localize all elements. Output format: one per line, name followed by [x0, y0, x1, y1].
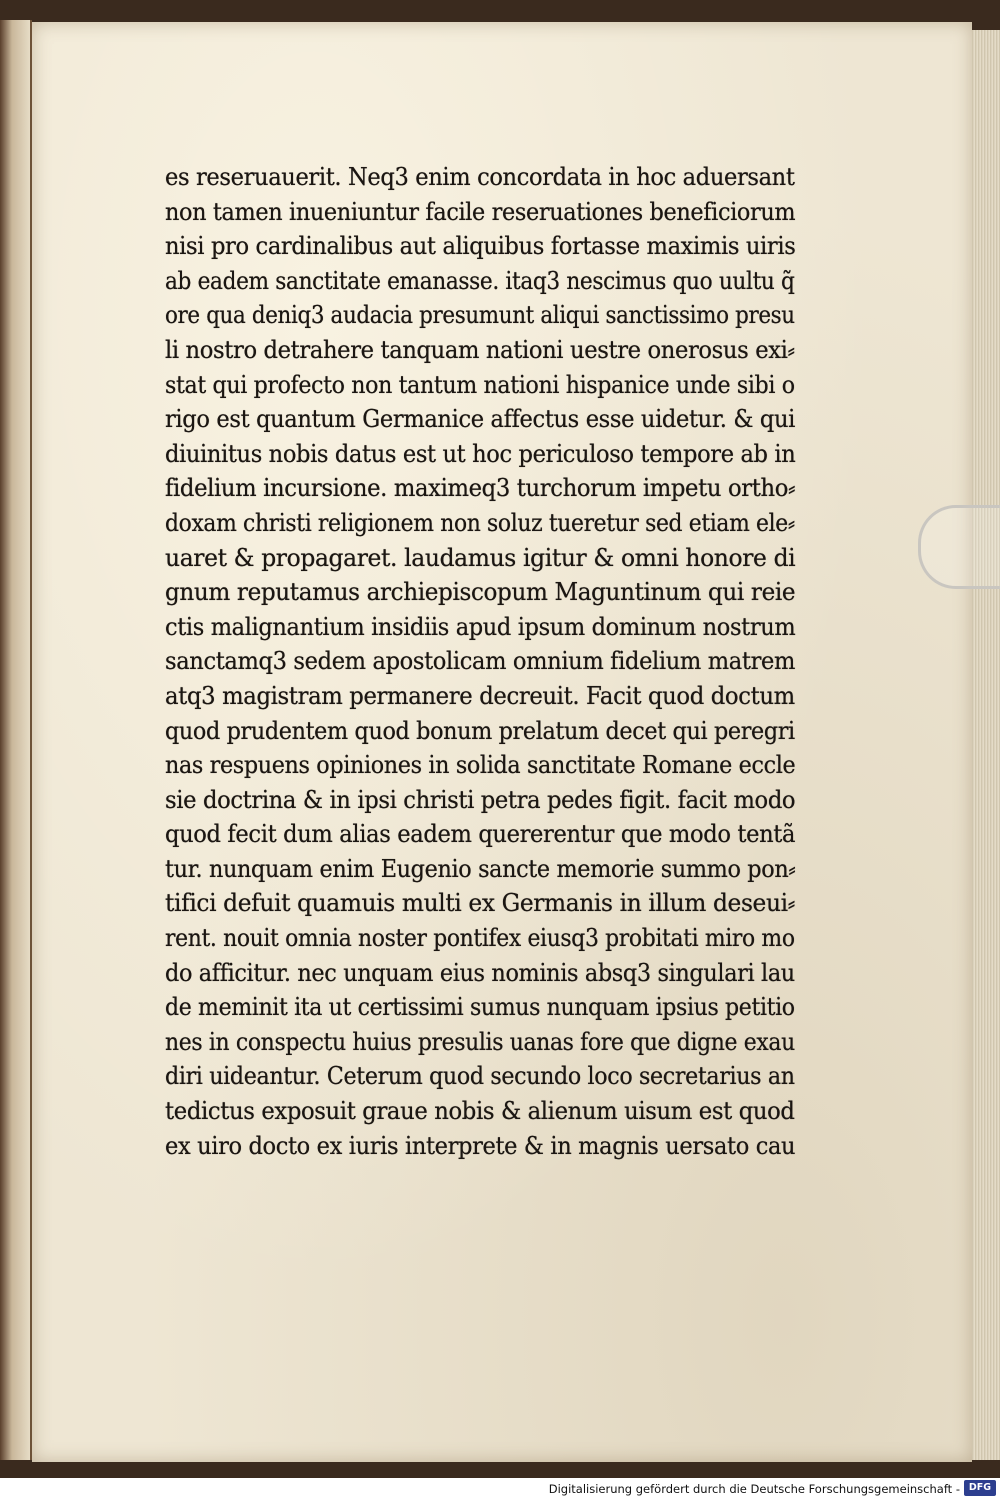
text-line: tedictus exposuit graue nobis & alienum uisum est quod — [165, 1096, 795, 1126]
text-line: de meminit ita ut certissimi sumus nunquam ipsius petitio — [165, 992, 795, 1022]
text-line: non tamen inueniuntur facile reseruationes beneficiorum — [165, 196, 796, 226]
text-line: nas respuens opiniones in solida sanctitate Romane eccle — [165, 750, 796, 780]
text-line: sie doctrina & in ipsi christi petra pedes figit. facit modo — [165, 784, 796, 814]
dfg-logo: DFG — [964, 1480, 996, 1496]
text-line: fidelium incursione. maximeq3 turchorum impetu ortho⸗ — [165, 473, 796, 503]
text-block — [165, 160, 795, 1163]
text-line: rent. nouit omnia noster pontifex eiusq3 probitati miro mo — [165, 923, 795, 953]
page-clip — [918, 505, 1000, 589]
text-line: stat qui profecto non tantum nationi hispanice unde sibi o — [165, 369, 795, 399]
text-line: gnum reputamus archiepiscopum Maguntinum qui reie — [165, 577, 796, 607]
text-line: ctis malignantium insidiis apud ipsum dominum nostrum — [165, 611, 796, 641]
text-line: diri uideantur. Ceterum quod secundo loco secretarius an — [165, 1061, 795, 1091]
text-line: sanctamq3 sedem apostolicam omnium fidelium matrem — [165, 646, 796, 676]
text-line: quod fecit dum alias eadem quererentur que modo tentã — [165, 819, 796, 849]
text-line: ab eadem sanctitate emanasse. itaq3 nescimus quo uultu q̃ — [165, 265, 795, 295]
text-line: atq3 magistram permanere decreuit. Facit quod doctum — [165, 680, 795, 710]
text-line: ore qua deniq3 audacia presumunt aliqui sanctissimo presu — [165, 300, 795, 330]
funding-credit: Digitalisierung gefördert durch die Deutsche Forschungsgemeinschaft - — [548, 1482, 960, 1496]
text-line: es reseruauerit. Neq3 enim concordata in hoc aduersant — [165, 162, 795, 191]
text-line: doxam christi religionem non soluz tueretur sed etiam ele⸗ — [165, 507, 795, 537]
text-line: diuinitus nobis datus est ut hoc periculoso tempore ab in — [165, 438, 796, 468]
text-line: tifici defuit quamuis multi ex Germanis in illum deseui⸗ — [165, 888, 796, 918]
text-line: uaret & propagaret. laudamus igitur & omni honore di — [165, 542, 796, 572]
text-line: nes in conspectu huius presulis uanas fore que digne exau — [165, 1026, 795, 1056]
text-line: rigo est quantum Germanice affectus esse uidetur. & qui — [165, 404, 796, 434]
left-page-edge — [0, 20, 32, 1460]
text-line: li nostro detrahere tanquam nationi uestre onerosus exi⸗ — [165, 334, 795, 364]
text-line: nisi pro cardinalibus aut aliquibus fortasse maximis uiris — [165, 231, 796, 261]
text-line: ex uiro docto ex iuris interprete & in magnis uersato cau — [165, 1130, 796, 1160]
text-line: quod prudentem quod bonum prelatum decet qui peregri — [165, 715, 795, 745]
text-line: do afficitur. nec unquam eius nominis absq3 singulari lau — [165, 957, 795, 987]
text-line: tur. nunquam enim Eugenio sancte memorie summo pon⸗ — [165, 853, 796, 883]
footer-bar — [0, 1478, 1000, 1500]
